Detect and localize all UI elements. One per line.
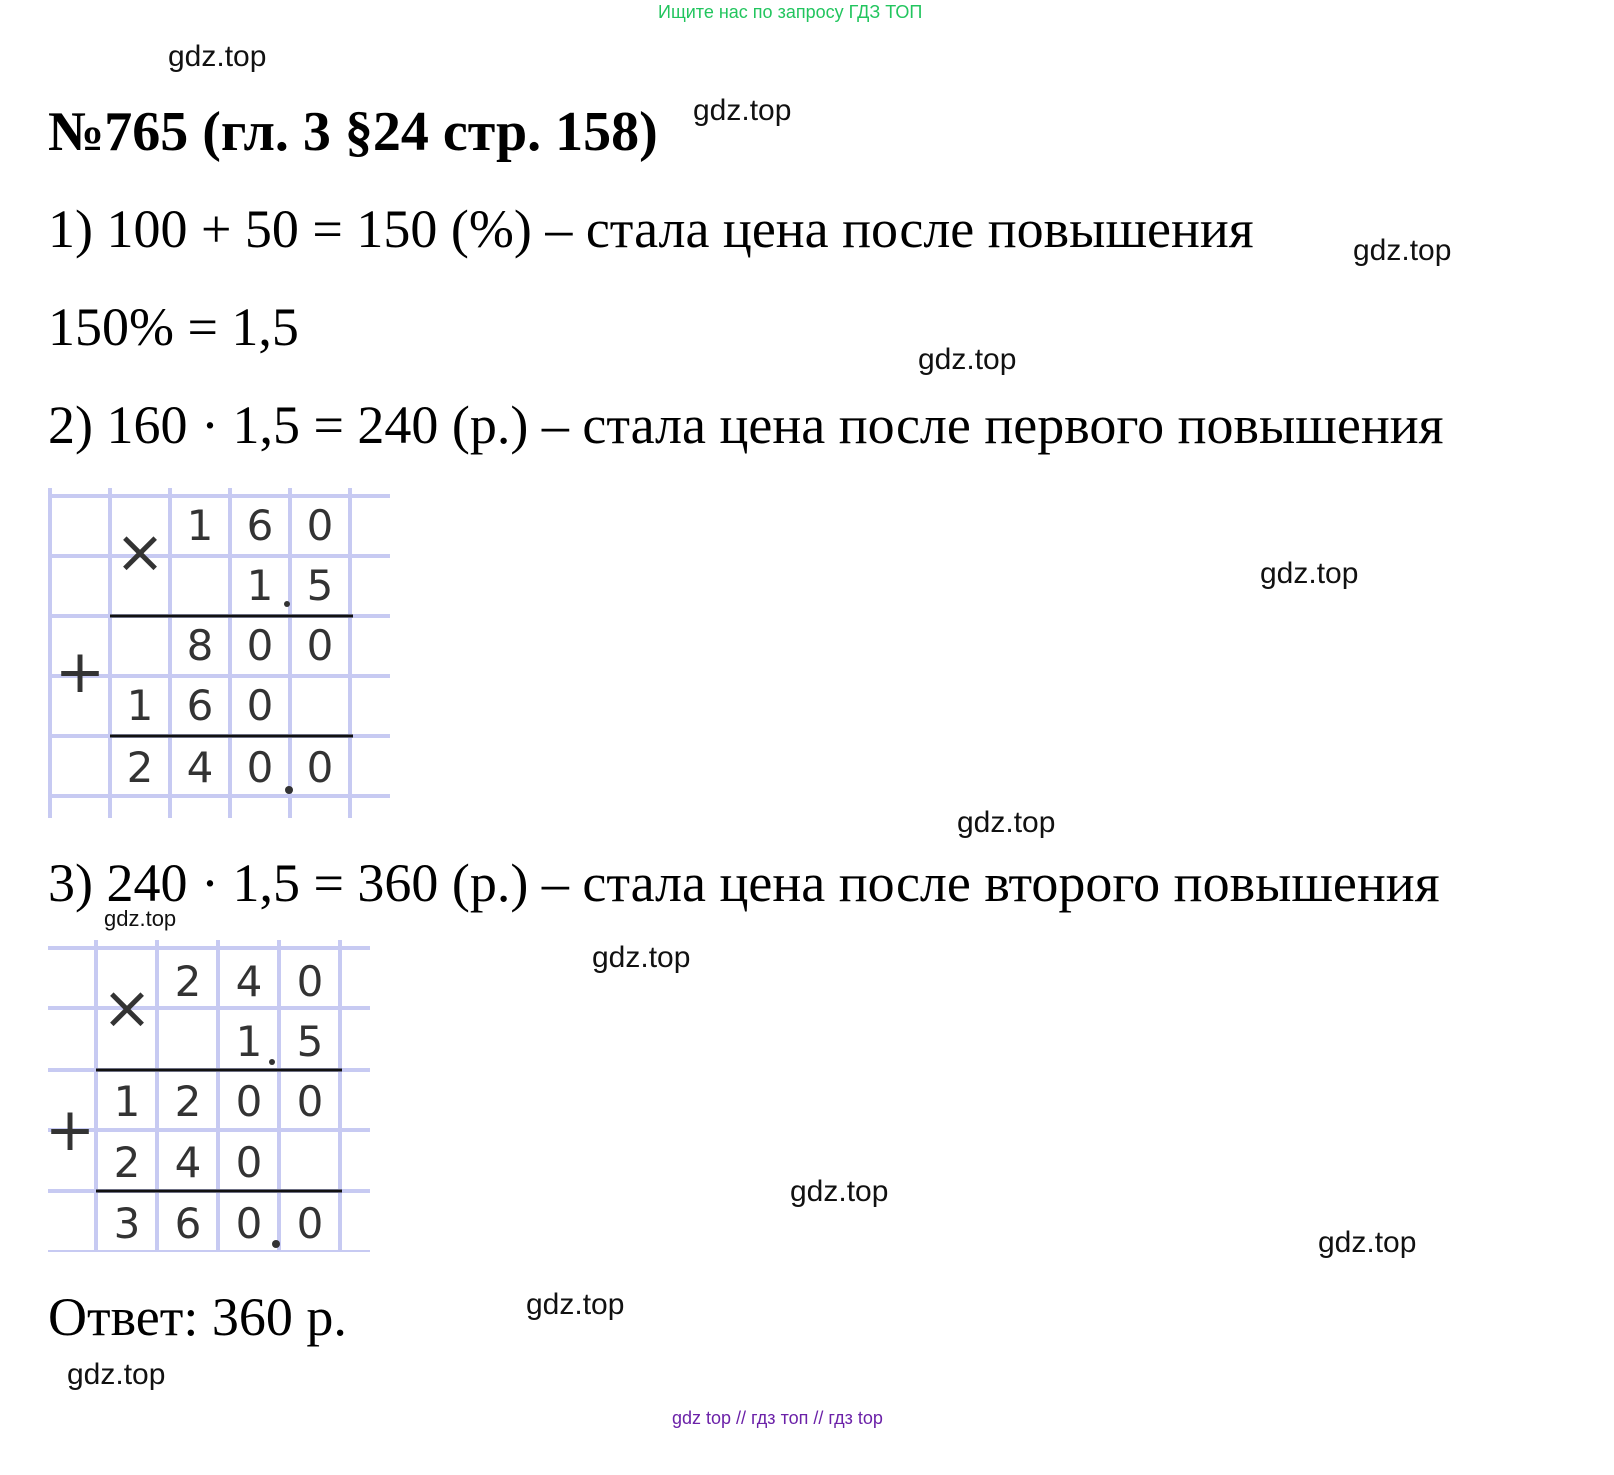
grid-2-cell: 2 — [174, 957, 202, 1006]
grid-1-cell: 0 — [246, 621, 274, 670]
grid-1-cell: 8 — [186, 621, 214, 670]
step-2: 2) 160 · 1,5 = 240 (р.) – стала цена после первого повышения — [48, 395, 1444, 455]
watermark-12: gdz.top — [67, 1358, 166, 1391]
watermark-6: gdz.top — [957, 806, 1056, 839]
grid-1-decimal-comma — [285, 786, 293, 794]
grid-1-cell: 0 — [306, 743, 334, 792]
grid-1-cell: 0 — [306, 621, 334, 670]
footer-links: gdz top // гдз топ // гдз top — [672, 1408, 883, 1428]
grid-2-cell: 0 — [296, 1077, 324, 1126]
step-1-conversion: 150% = 1,5 — [48, 297, 299, 357]
top-banner: Ищите нас по запросу ГДЗ ТОП — [658, 2, 923, 22]
watermark-5: gdz.top — [1260, 557, 1359, 590]
grid-2-cell: 0 — [296, 1199, 324, 1248]
watermark-8: gdz.top — [592, 941, 691, 974]
grid-1-cell: 5 — [306, 561, 334, 610]
grid-2-multiply-sign: × — [101, 973, 153, 1043]
answer: Ответ: 360 р. — [48, 1287, 347, 1347]
grid-2-decimal-comma — [272, 1240, 280, 1248]
grid-1-cell: 0 — [306, 501, 334, 550]
watermark-3: gdz.top — [1353, 234, 1452, 267]
grid-2-decimal-comma — [269, 1059, 275, 1065]
grid-2-svg — [48, 940, 370, 1252]
grid-1-svg — [48, 488, 390, 818]
grid-1-cell: 4 — [186, 743, 214, 792]
grid-2-cell: 0 — [296, 957, 324, 1006]
grid-2-cell: 4 — [174, 1138, 202, 1187]
grid-2-cell: 0 — [235, 1077, 263, 1126]
grid-2-cell: 1 — [113, 1077, 141, 1126]
grid-2-cell: 6 — [174, 1199, 202, 1248]
grid-1-decimal-comma — [284, 601, 290, 607]
grid-1-cell: 0 — [246, 681, 274, 730]
multiplication-grid-1 — [48, 488, 390, 818]
grid-2-cell: 0 — [235, 1199, 263, 1248]
grid-2-cell: 3 — [113, 1199, 141, 1248]
grid-2-cell: 2 — [113, 1138, 141, 1187]
grid-2-cell: 5 — [296, 1017, 324, 1066]
watermark-7: gdz.top — [104, 906, 177, 931]
watermark-9: gdz.top — [790, 1175, 889, 1208]
grid-2-plus-sign: + — [48, 1095, 96, 1165]
multiplication-grid-2 — [48, 940, 370, 1252]
grid-1-cell: 6 — [246, 501, 274, 550]
grid-1-multiply-sign: × — [114, 517, 166, 587]
grid-1-cell: 1 — [186, 501, 214, 550]
watermark-4: gdz.top — [918, 343, 1017, 376]
grid-2-cell: 0 — [235, 1138, 263, 1187]
grid-2-cell: 4 — [235, 957, 263, 1006]
page-title: №765 (гл. 3 §24 стр. 158) — [48, 101, 658, 163]
grid-1-cell: 1 — [126, 681, 154, 730]
watermark-11: gdz.top — [526, 1288, 625, 1321]
grid-2-cell: 2 — [174, 1077, 202, 1126]
grid-1-plus-sign: + — [54, 637, 106, 707]
step-1: 1) 100 + 50 = 150 (%) – стала цена после повышения — [48, 199, 1254, 259]
grid-1-cell: 1 — [246, 561, 274, 610]
watermark-1: gdz.top — [168, 40, 267, 73]
grid-1-cell: 2 — [126, 743, 154, 792]
grid-2-cell: 1 — [235, 1017, 263, 1066]
grid-1-cell: 0 — [246, 743, 274, 792]
watermark-10: gdz.top — [1318, 1226, 1417, 1259]
step-3: 3) 240 · 1,5 = 360 (р.) – стала цена после второго повышения — [48, 853, 1440, 913]
grid-1-cell: 6 — [186, 681, 214, 730]
watermark-2: gdz.top — [693, 94, 792, 127]
